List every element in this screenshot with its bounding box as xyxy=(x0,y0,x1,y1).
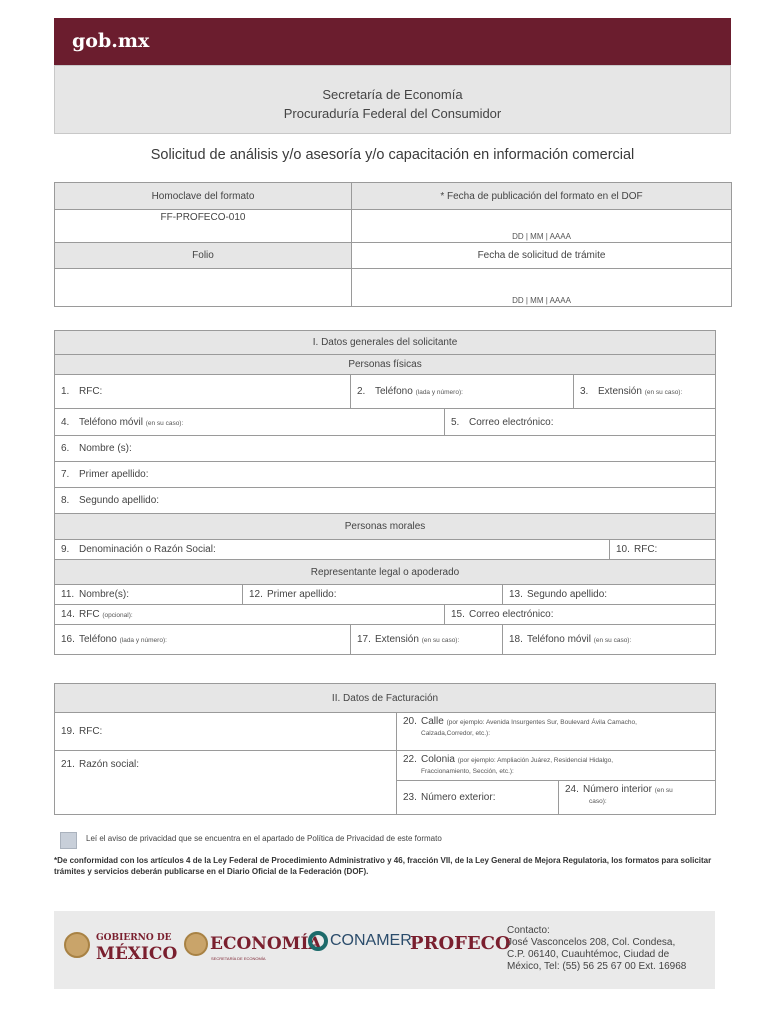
field-fact-razon-social[interactable]: 21. Razón social: xyxy=(55,751,397,815)
field-rep-correo[interactable]: 15. Correo electrónico: xyxy=(445,605,716,625)
privacy-label: Leí el aviso de privacidad que se encuentra en el apartado de Política de Privacidad de este formato xyxy=(86,834,442,843)
gobierno-seal-icon xyxy=(64,932,90,958)
privacy-checkbox[interactable] xyxy=(60,832,77,849)
folio-label: Folio xyxy=(55,243,352,269)
field-rep-extension[interactable]: 17. Extensión (en su caso): xyxy=(351,625,503,655)
datos-generales-table xyxy=(54,330,716,655)
fecha-publicacion-label: * Fecha de publicación del formato en el DOF xyxy=(352,183,732,210)
field-fact-num-exterior[interactable]: 23. Número exterior: xyxy=(397,781,559,815)
field-razon-social[interactable]: 9. Denominación o Razón Social: xyxy=(55,540,610,560)
field-nombre[interactable]: 6. Nombre (s): xyxy=(55,436,716,462)
field-fact-colonia[interactable]: 22. Colonia (por ejemplo: Ampliación Juárez, Residencial Hidalgo, Fraccionamiento, Sección, etc.): xyxy=(397,751,716,781)
gobierno-line-1: GOBIERNO DE xyxy=(96,933,172,943)
field-fact-rfc[interactable]: 19. RFC: xyxy=(55,713,397,751)
field-primer-apellido[interactable]: 7. Primer apellido: xyxy=(55,462,716,488)
field-rep-telefono-movil[interactable]: 18. Teléfono móvil (en su caso): xyxy=(503,625,716,655)
conamer-logo: CONAMER xyxy=(330,932,412,949)
profeco-logo: PROFECO xyxy=(410,933,511,954)
contact-title: Contacto: xyxy=(507,925,550,936)
org-line-2: Procuraduría Federal del Consumidor xyxy=(283,106,502,121)
field-rep-telefono[interactable]: 16. Teléfono (lada y número): xyxy=(55,625,351,655)
homoclave-value: FF-PROFECO-010 xyxy=(55,210,352,243)
field-rep-rfc[interactable]: 14. RFC (opcional): xyxy=(55,605,445,625)
fecha-solicitud-label: Fecha de solicitud de trámite xyxy=(352,243,732,269)
folio-field[interactable] xyxy=(55,269,352,307)
representante-header: Representante legal o apoderado xyxy=(55,560,716,585)
section-2-title: II. Datos de Facturación xyxy=(55,684,716,713)
field-rep-segundo-apellido[interactable]: 13. Segundo apellido: xyxy=(503,585,716,605)
field-rep-nombre[interactable]: 11. Nombre(s): xyxy=(55,585,243,605)
gobierno-line-2: MÉXICO xyxy=(96,944,178,964)
conamer-mark-icon xyxy=(308,931,328,951)
contact-line-1: José Vasconcelos 208, Col. Condesa, xyxy=(507,937,676,948)
org-line-1: Secretaría de Economía xyxy=(322,87,463,102)
gob-header-bar xyxy=(54,18,731,65)
organization-banner xyxy=(54,65,731,134)
field-rfc-moral[interactable]: 10. RFC: xyxy=(610,540,716,560)
form-meta-table xyxy=(54,182,732,307)
economia-logo: ECONOMÍA xyxy=(210,934,322,954)
economia-seal-icon xyxy=(184,932,208,956)
section-1-title: I. Datos generales del solicitante xyxy=(55,331,716,355)
legal-note: *De conformidad con los artículos 4 de la Ley Federal de Procedimiento Administrativo y 46, fracción VII, de la Ley General de Mejora Regulatoria, los formatos para solicitar trámites y servicios deberán publicarse en el Diario Oficial de la Federación (DOF). xyxy=(54,856,712,876)
personas-morales-header: Personas morales xyxy=(55,514,716,540)
field-fact-calle[interactable]: 20. Calle (por ejemplo: Avenida Insurgentes Sur, Boulevard Ávila Camacho, Calzada,Corredor, etc.): xyxy=(397,713,716,751)
form-title: Solicitud de análisis y/o asesoría y/o capacitación en información comercial xyxy=(150,147,635,163)
homoclave-label: Homoclave del formato xyxy=(55,183,352,210)
contact-block xyxy=(507,925,686,973)
economia-subtitle: SECRETARÍA DE ECONOMÍA xyxy=(211,956,266,961)
fecha-publicacion-field[interactable] xyxy=(352,210,732,243)
contact-line-2: C.P. 06140, Cuauhtémoc, Ciudad de xyxy=(507,949,670,960)
field-fact-num-interior[interactable]: 24. Número interior (en su caso): xyxy=(559,781,716,815)
field-rfc[interactable]: 1. RFC: xyxy=(55,375,351,409)
field-correo[interactable]: 5. Correo electrónico: xyxy=(445,409,716,436)
field-telefono[interactable]: 2. Teléfono (lada y número): xyxy=(351,375,574,409)
contact-line-3: México, Tel: (55) 56 25 67 00 Ext. 16968 xyxy=(507,961,687,972)
datos-facturacion-table xyxy=(54,683,716,815)
field-extension[interactable]: 3. Extensión (en su caso): xyxy=(574,375,716,409)
fecha-solicitud-field[interactable] xyxy=(352,269,732,307)
field-telefono-movil[interactable]: 4. Teléfono móvil (en su caso): xyxy=(55,409,445,436)
date-format-hint: DD | MM | AAAA xyxy=(512,232,571,241)
gob-mx-logo[interactable]: gob.mx xyxy=(72,30,150,52)
field-segundo-apellido[interactable]: 8. Segundo apellido: xyxy=(55,488,716,514)
field-rep-primer-apellido[interactable]: 12. Primer apellido: xyxy=(243,585,503,605)
personas-fisicas-header: Personas físicas xyxy=(55,355,716,375)
date-format-hint: DD | MM | AAAA xyxy=(512,296,571,305)
